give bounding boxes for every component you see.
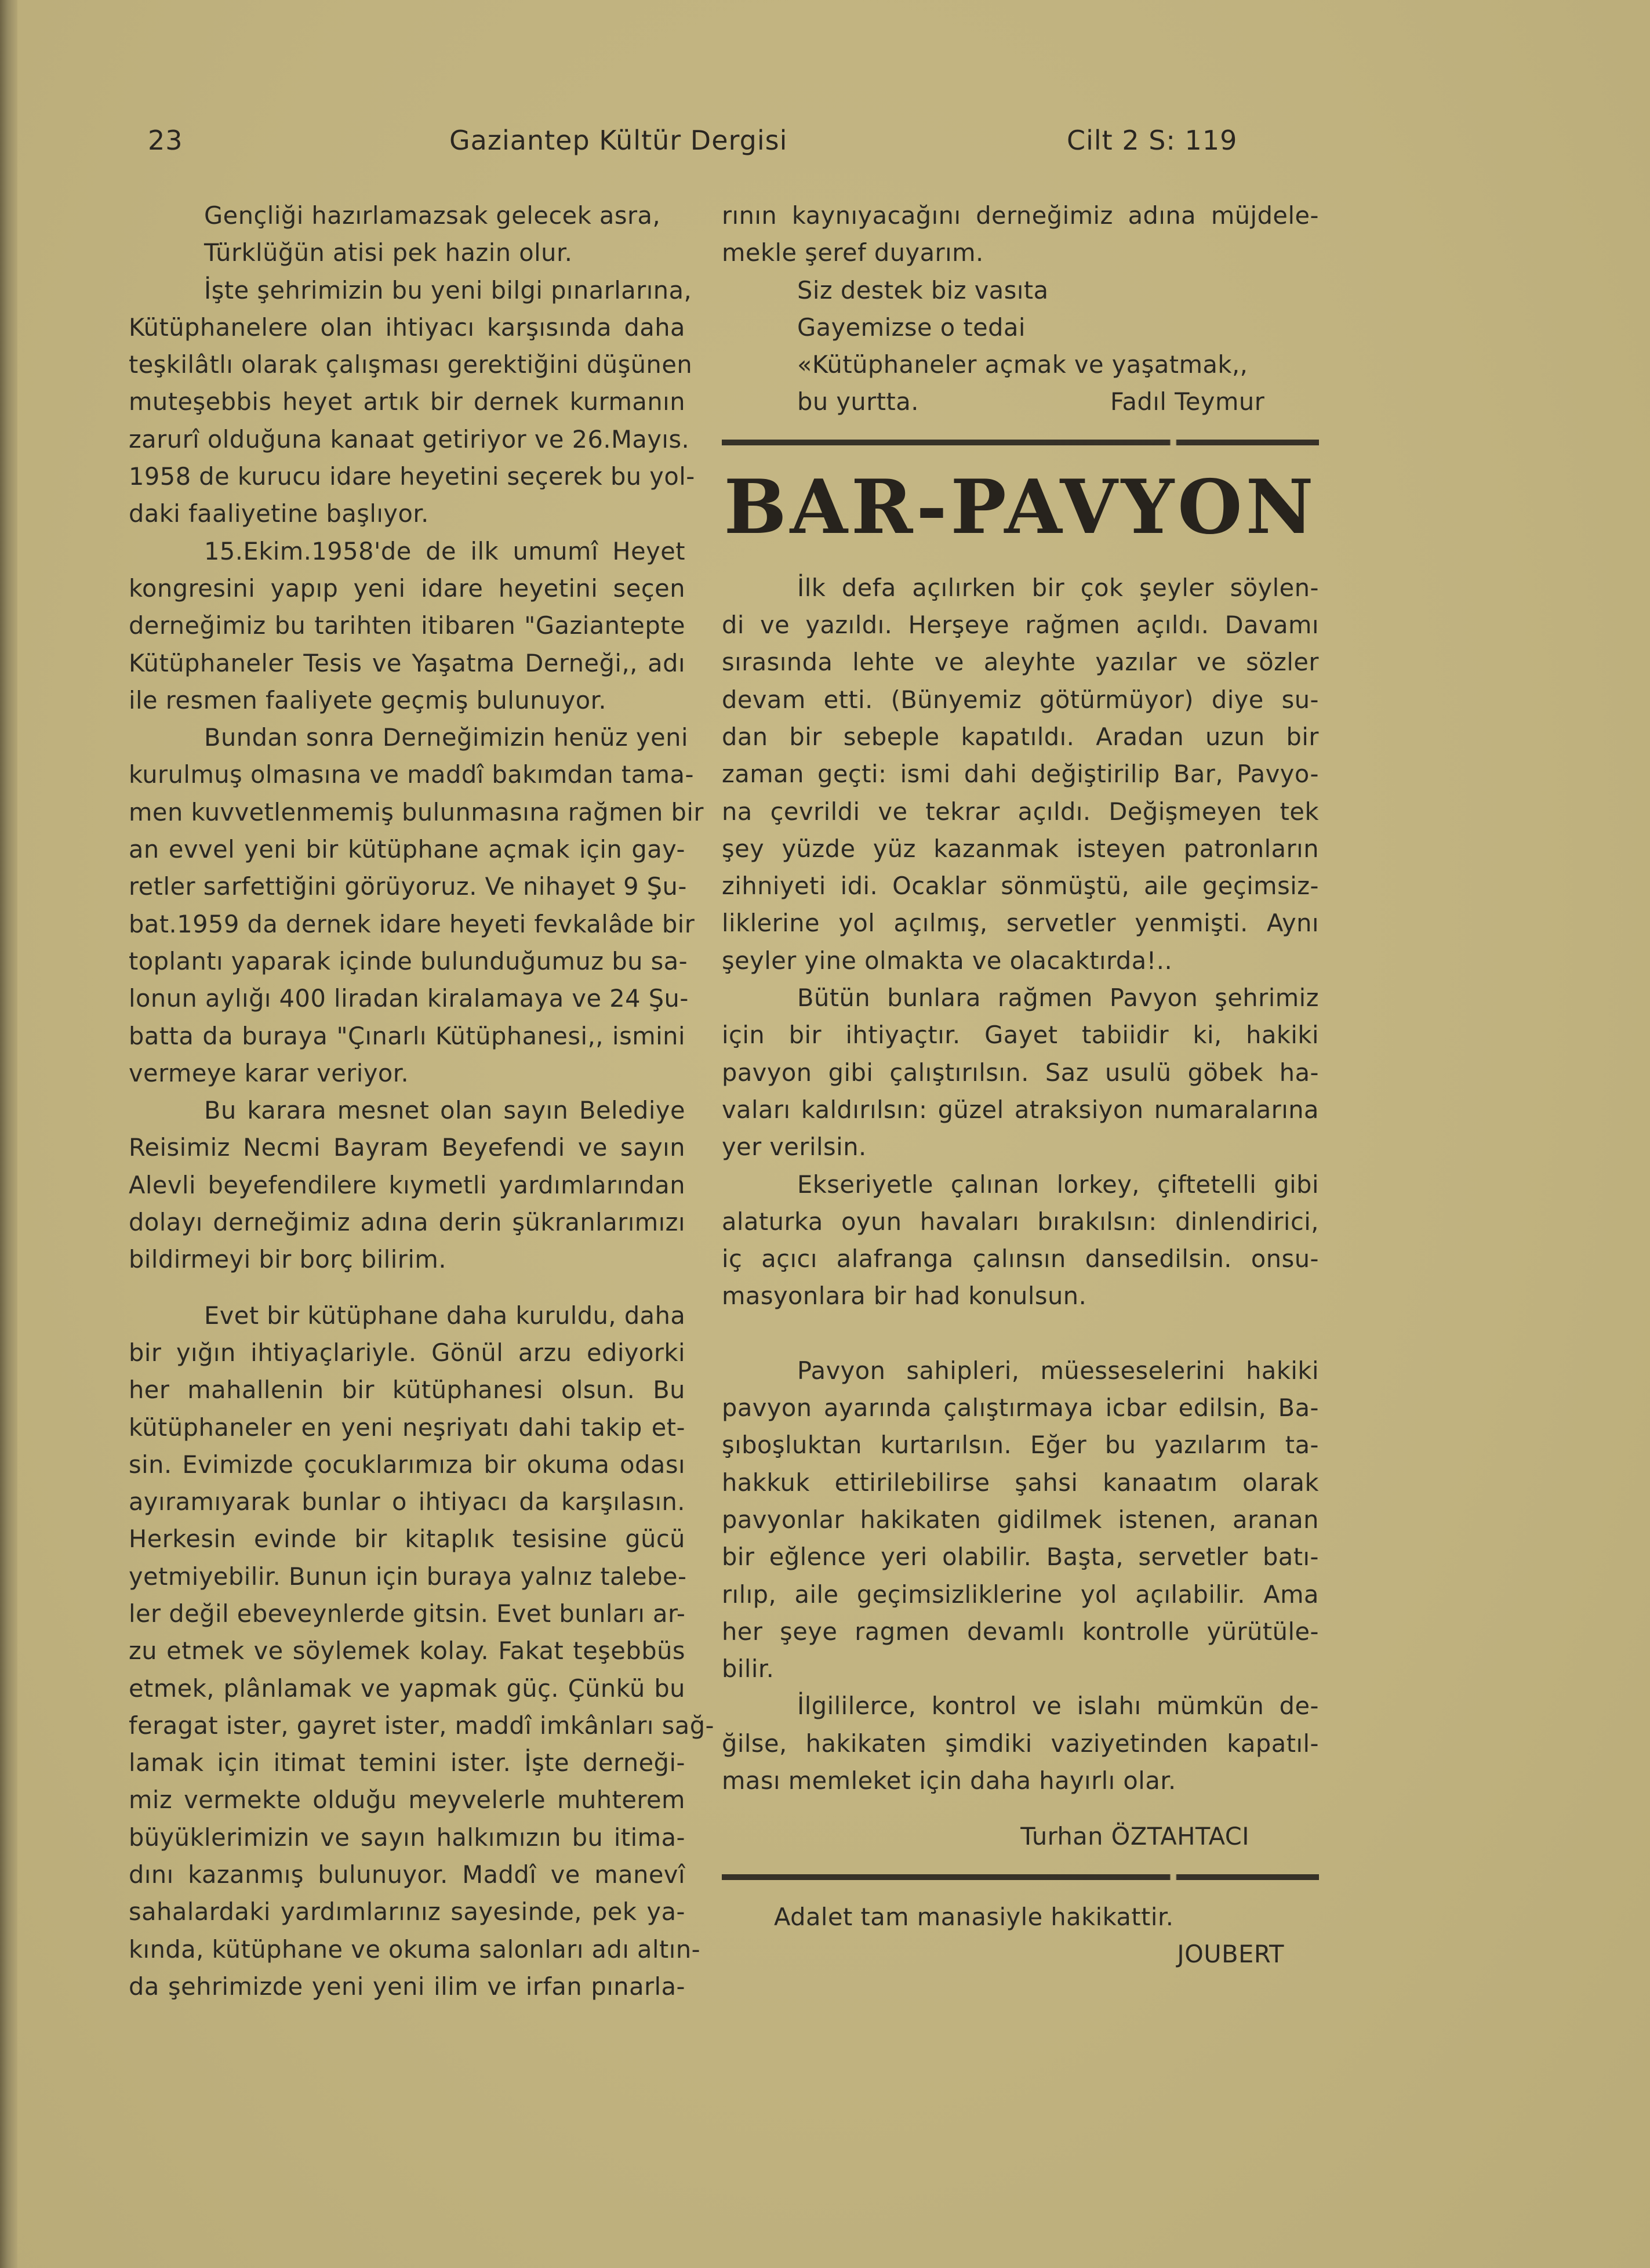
- poem-line: [797, 346, 1319, 383]
- text-line: muteşebbis heyet artık bir dernek kurmanın: [129, 387, 685, 416]
- text-line: lonun aylığı 400 liradan kiralamaya ve 24 Şu-: [129, 984, 689, 1013]
- text-line: pavyonlar hakikaten gidilmek istenen, aranan: [722, 1505, 1319, 1534]
- text-line: İlk defa açılırken bir çok şeyler söylen-: [797, 573, 1319, 602]
- text-line: rılıp, aile geçimsizliklerine yol açılabilir. Ama: [722, 1580, 1319, 1609]
- text-line: zu etmek ve söylemek kolay. Fakat teşebbüs: [129, 1636, 685, 1665]
- text-line: İşte şehrimizin bu yeni bilgi pınarlarına,: [204, 275, 692, 304]
- poem: [722, 272, 1319, 421]
- text-line: ler değil ebeveynlerde gitsin. Evet bunları ar-: [129, 1599, 686, 1628]
- text-line: lamak için itimat temini ister. İşte derneği-: [129, 1748, 685, 1777]
- text-line: için bir ihtiyaçtır. Gayet tabiidir ki, hakiki: [722, 1021, 1319, 1050]
- text-line: etmek, plânlamak ve yapmak güç. Çünkü bu: [129, 1674, 685, 1703]
- section-divider-bottom: [722, 1874, 1319, 1880]
- text-line: ayıramıyarak bunlar o ihtiyacı da karşılasın.: [129, 1487, 685, 1516]
- text-line: bir yığın ihtiyaçlariyle. Gönül arzu ediyorki: [129, 1338, 685, 1367]
- text-line: men kuvvetlenmemiş bulunmasına rağmen bir: [129, 797, 704, 826]
- text-line: Kütüphanelere olan ihtiyacı karşısında daha: [129, 313, 685, 342]
- text-line: Alevli beyefendilere kıymetli yardımlarından: [129, 1170, 685, 1199]
- text-line: Pavyon sahipleri, müesseselerini hakiki: [797, 1356, 1319, 1385]
- text-line: yetmiyebilir. Bunun için buraya yalnız talebe-: [129, 1562, 687, 1591]
- text-line: Bu karara mesnet olan sayın Belediye: [204, 1096, 685, 1125]
- text-line: vermeye karar veriyor.: [129, 1058, 409, 1087]
- poem-line-text: «Kütüphaneler açmak ve yaşatmak,,: [797, 350, 1248, 379]
- text-line: teşkilâtlı olarak çalışması gerektiğini düşünen: [129, 350, 693, 379]
- article-continuation: [722, 197, 1319, 272]
- text-line: mekle şeref duyarım.: [722, 238, 984, 267]
- text-line: 15.Ekim.1958'de de ilk umumî Heyet: [204, 536, 685, 565]
- article-author: Turhan ÖZTAHTACI: [1020, 1822, 1249, 1851]
- text-line: na çevrildi ve tekrar açıldı. Değişmeyen tek: [722, 797, 1319, 826]
- text-line: Gençliği hazırlamazsak gelecek asra,: [204, 201, 661, 230]
- article-headline: BAR-PAVYON: [724, 463, 1317, 551]
- text-line: rının kaynıyacağını derneğimiz adına müjdele-: [722, 201, 1319, 230]
- right-column: [722, 197, 1319, 1973]
- text-line: Reisimiz Necmi Bayram Beyefendi ve sayın: [129, 1133, 685, 1162]
- text-line: miz vermekte olduğu meyvelerle muhterem: [129, 1786, 685, 1815]
- text-line: zarurî olduğuna kanaat getiriyor ve 26.Mayıs.: [129, 424, 690, 453]
- text-line: Evet bir kütüphane daha kuruldu, daha: [204, 1301, 686, 1330]
- text-line: Herkesin evinde bir kitaplık tesisine gücü: [129, 1525, 685, 1554]
- poem-line-text: Gayemizse o tedai: [797, 313, 1026, 342]
- text-line: her mahallenin bir kütüphanesi olsun. Bu: [129, 1376, 685, 1405]
- text-line: Kütüphaneler Tesis ve Yaşatma Derneği,, adı: [129, 648, 685, 677]
- quote-text: Adalet tam manasiyle hakikattir.: [774, 1902, 1174, 1931]
- text-line: her şeye ragmen devamlı kontrolle yürütüle-: [722, 1617, 1319, 1646]
- quote-author: JOUBERT: [1177, 1939, 1284, 1968]
- page-number: 23: [148, 125, 183, 156]
- issue-number: Cilt 2 S: 119: [1067, 125, 1238, 156]
- text-line: kında, kütüphane ve okuma salonları adı altın-: [129, 1935, 701, 1964]
- text-line: ile resmen faaliyete geçmiş bulunuyor.: [129, 685, 607, 714]
- text-line: zaman geçti: ismi dahi değiştirilip Bar, Pavyo-: [722, 760, 1319, 789]
- text-line: kütüphaneler en yeni neşriyatı dahi takip et-: [129, 1413, 685, 1442]
- poem-line: [797, 272, 1319, 309]
- article-body: [722, 569, 1319, 1800]
- text-line: bir eğlence yeri olabilir. Başta, servetler batı-: [722, 1543, 1319, 1572]
- text-line: İlgililerce, kontrol ve islahı mümkün de-: [797, 1692, 1319, 1721]
- text-line: büyüklerimizin ve sayın halkımızın bu itima-: [129, 1823, 685, 1852]
- text-line: zihniyeti idi. Ocaklar sönmüştü, aile geçimsiz-: [722, 872, 1319, 901]
- text-line: hakkuk ettirilebilirse şahsi kanaatım olarak: [722, 1468, 1319, 1497]
- text-line: bilir.: [722, 1654, 775, 1683]
- text-line: vaları kaldırılsın: güzel atraksiyon numaralarına: [722, 1095, 1319, 1124]
- text-line: yer verilsin.: [722, 1133, 867, 1162]
- text-line: iç açıcı alafranga çalınsın dansedilsin. onsu-: [722, 1244, 1319, 1273]
- text-line: di ve yazıldı. Herşeye rağmen açıldı. Davamı: [722, 611, 1319, 640]
- text-line: sahalardaki yardımlarınız sayesinde, pek ya-: [129, 1897, 685, 1926]
- text-line: alaturka oyun havaları bırakılsın: dinlendirici,: [722, 1207, 1319, 1236]
- poem-line: [797, 383, 1319, 420]
- text-line: ması memleket için daha hayırlı olar.: [722, 1766, 1176, 1795]
- binding-edge: [0, 0, 17, 2268]
- text-line: şey yüzde yüz kazanmak isteyen patronların: [722, 834, 1319, 863]
- text-line: pavyon ayarında çalıştırmaya icbar edilsin, Ba-: [722, 1394, 1319, 1423]
- text-line: Ekseriyetle çalınan lorkey, çiftetelli gibi: [797, 1170, 1319, 1199]
- text-line: toplantı yaparak içinde bulunduğumuz bu sa-: [129, 946, 688, 975]
- poem-author: Fadıl Teymur: [1110, 387, 1265, 416]
- poem-line-text: Siz destek biz vasıta: [797, 275, 1049, 304]
- text-line: derneğimiz bu tarihten itibaren "Gaziantepte: [129, 611, 685, 640]
- text-line: dolayı derneğimiz adına derin şükranlarımızı: [129, 1208, 685, 1237]
- text-line: masyonlara bir had konulsun.: [722, 1282, 1087, 1311]
- text-line: retler sarfettiğini görüyoruz. Ve nihayet 9 Şu-: [129, 872, 687, 901]
- text-line: ğilse, hakikaten şimdiki vaziyetinden kapatıl-: [722, 1729, 1319, 1758]
- text-line: kongresini yapıp yeni idare heyetini seçen: [129, 574, 685, 603]
- text-line: sin. Evimizde çocuklarımıza bir okuma odası: [129, 1450, 685, 1479]
- poem-line-text: bu yurtta.: [797, 387, 919, 416]
- text-line: bildirmeyi bir borç bilirim.: [129, 1245, 447, 1274]
- text-line: liklerine yol açılmış, servetler yenmişti. Aynı: [722, 909, 1319, 938]
- text-line: 1958 de kurucu idare heyetini seçerek bu yol-: [129, 462, 695, 491]
- text-line: dını kazanmış bulunuyor. Maddî ve manevî: [129, 1860, 685, 1889]
- text-line: bat.1959 da dernek idare heyeti fevkalâde bir: [129, 909, 695, 938]
- journal-title: Gaziantep Kültür Dergisi: [449, 125, 788, 156]
- text-line: Bundan sonra Derneğimizin henüz yeni: [204, 723, 688, 752]
- text-line: an evvel yeni bir kütüphane açmak için gay-: [129, 835, 685, 864]
- text-line: feragat ister, gayret ister, maddî imkânları sağ-: [129, 1711, 715, 1740]
- text-line: şıboşluktan kurtarılsın. Eğer bu yazılarım ta-: [722, 1431, 1319, 1460]
- text-line: devam etti. (Bünyemiz götürmüyor) diye su-: [722, 685, 1319, 714]
- poem-line: [797, 309, 1319, 346]
- section-divider: [722, 440, 1319, 445]
- text-line: Türklüğün atisi pek hazin olur.: [204, 238, 573, 267]
- text-line: dan bir sebeple kapatıldı. Aradan uzun bir: [722, 722, 1319, 751]
- text-line: Bütün bunlara rağmen Pavyon şehrimiz: [797, 984, 1319, 1013]
- text-line: daki faaliyetine başlıyor.: [129, 499, 429, 528]
- text-line: pavyon gibi çalıştırılsın. Saz usulü göbek ha-: [722, 1058, 1319, 1087]
- text-line: sırasında lehte ve aleyhte yazılar ve sözler: [722, 648, 1319, 677]
- left-column: [129, 197, 715, 2005]
- text-line: şeyler yine olmakta ve olacaktırda!..: [722, 946, 1173, 975]
- text-line: kurulmuş olmasına ve maddî bakımdan tama-: [129, 760, 694, 789]
- text-line: batta da buraya "Çınarlı Kütüphanesi,, ismini: [129, 1021, 685, 1050]
- text-line: da şehrimizde yeni yeni ilim ve irfan pınarla-: [129, 1972, 685, 2001]
